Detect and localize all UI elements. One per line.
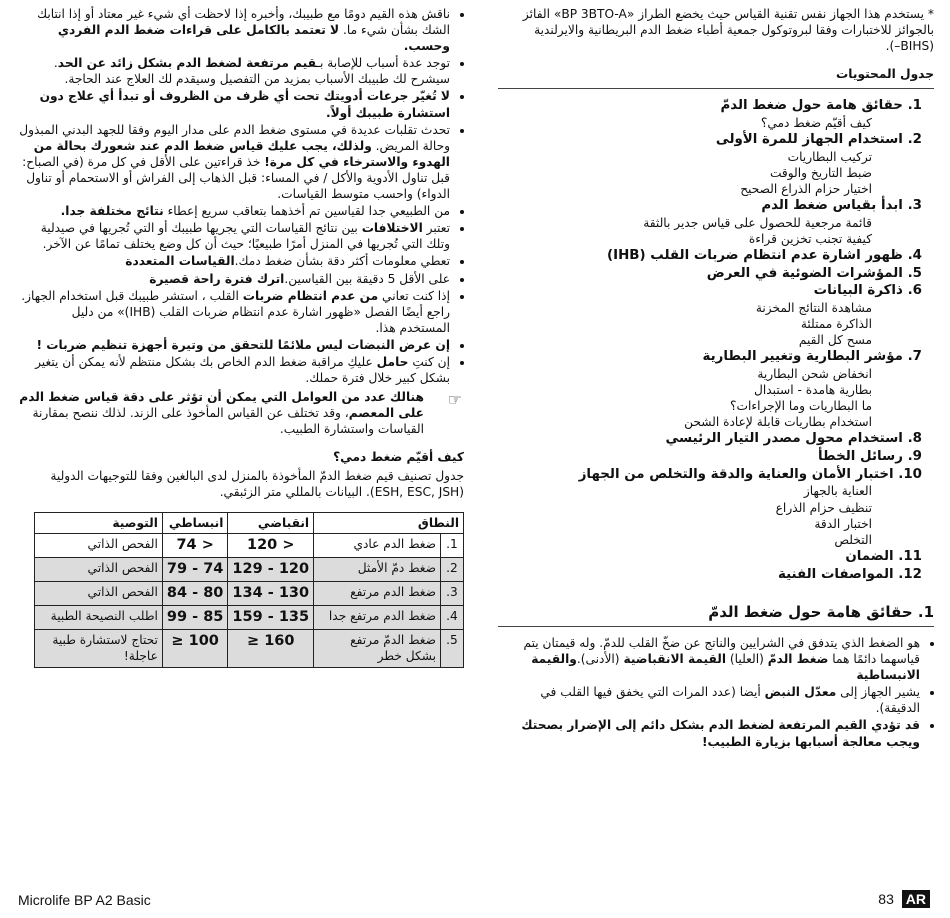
text: تعطي معلومات أكثر دقة بشأن ضغط دمك. [234, 254, 450, 269]
toc-subitem: كيف أقيّم ضغط دمي؟ [760, 116, 872, 131]
bold-text: لا تُغيّر جرعات أدويتك تحت أي ظرف من الظروف أو تبدأ أي علاج دون استشارة طبيبك أولاً. [39, 89, 450, 120]
row-index: 3. [441, 582, 464, 606]
advice-list [18, 6, 464, 386]
list-item [18, 6, 450, 54]
list-item [18, 253, 450, 269]
table-row [35, 582, 464, 606]
subsection-heading: كيف أقيّم ضغط دمي؟ [333, 450, 464, 465]
toc-subitem: العناية بالجهاز [803, 484, 872, 499]
list-item [498, 635, 920, 683]
bold-text: القياسات المتعددة [125, 254, 235, 269]
toc-title-text: حقائق هامة حول ضغط الدمّ [720, 98, 903, 114]
toc-number: 5. [907, 265, 922, 281]
toc-title-text: ابدأ بقياس ضغط الدم [761, 198, 903, 214]
range-cell: ضغط الدم عادي [314, 533, 441, 557]
list-item [18, 288, 450, 336]
text: هو الضغط الذي يتدفق في الشرايين والناتج عن ضخّ القلب للدمّ. وله قيمتان يتم قياسهما دائمًا هما [523, 636, 920, 667]
toc-item [498, 448, 922, 466]
toc-subitem: انخفاض شحن البطارية [757, 367, 872, 382]
page-number: 83 [878, 891, 894, 907]
toc-item [498, 348, 922, 366]
toc-subitem: التخلص [834, 532, 872, 547]
systolic-cell: 120 - 129 [228, 557, 314, 581]
recommendation-cell: تحتاج لاستشارة طبية عاجلة! [35, 630, 163, 667]
table-row [35, 630, 464, 667]
list-item [18, 55, 450, 87]
table-row [35, 557, 464, 581]
row-index: 1. [441, 533, 464, 557]
list-item [18, 203, 450, 219]
toc-number: 12. [898, 566, 922, 582]
th-range: النطاق [314, 512, 464, 533]
text: خذ قراءتين على الأقل في كل مرة (في الصباح: قبل تناول الأدوية والأكل / في المساء: قبل الذهاب إلى الفراش أو الاستحمام أو تناول الدواء) واحسب متوسط القياسات. [22, 154, 450, 202]
toc-item [498, 247, 922, 265]
text: بين نتائج القياسات التي يجريها طبيبك أو التي تُجريها في صيدلية وتلك التي تُجريها في المنزل أمرًا طبيعيًا؛ حيث أن كل وضع يختلف تمامًا عن الآخر. [40, 221, 450, 252]
toc-title-text: المواصفات الفنية [777, 566, 894, 582]
th-systolic: انقباضي [228, 512, 314, 533]
systolic-cell: 160 ≤ [228, 630, 314, 667]
row-index: 2. [441, 557, 464, 581]
recommendation-cell: الفحص الذاتي [35, 557, 163, 581]
toc-number: 11. [898, 548, 922, 564]
table-header-row [35, 512, 464, 533]
toc-item [498, 265, 922, 283]
bold-text: الاختلافات [361, 221, 423, 236]
diastolic-cell: 80 - 84 [162, 582, 228, 606]
toc-number: 10. [898, 466, 922, 482]
bold-text: قد تؤدي القيم المرتفعة لضغط الدم بشكل دائم إلى الإضرار بصحتك ويجب معالجة أسبابها بزيارة الطبيب! [521, 718, 920, 749]
wrist-note [18, 389, 464, 437]
facts-list [498, 635, 934, 750]
text: على الأقل 5 دقيقة بين القياسين. [284, 271, 450, 286]
list-item [18, 220, 450, 252]
table-row [35, 533, 464, 557]
bold-text: لا تعتمد بالكامل على قراءات ضغط الدم الفردي وحسب. [57, 23, 450, 54]
th-recommendation: التوصية [35, 512, 163, 533]
toc-title-text: اختبار الأمان والعناية والدقة والتخلص من الجهاز [578, 466, 894, 482]
recommendation-cell: الفحص الذاتي [35, 533, 163, 557]
toc-number: 4. [907, 248, 922, 263]
toc-item [498, 466, 922, 484]
bold-text: إن عرض النبضات ليس ملائمًا للتحقق من وتيرة أجهزة تنظيم ضربات ! [36, 337, 450, 352]
toc-item [498, 548, 922, 566]
bold-text: ضغط الدمّ [767, 652, 829, 667]
toc-subitem: مسح كل القيم [798, 333, 872, 348]
table-row [35, 606, 464, 630]
text: تعتبر [422, 221, 450, 236]
footer-brand: Microlife BP A2 Basic [18, 892, 151, 908]
diastolic-cell: 85 - 99 [162, 606, 228, 630]
range-cell: ضغط الدمّ مرتفع بشكل خطر [314, 630, 441, 667]
footer-page [878, 890, 930, 908]
recommendation-cell: اطلب النصيحة الطبية [35, 606, 163, 630]
bold-text: معدّل النبض [764, 685, 837, 700]
left-column [18, 6, 464, 668]
recommendation-cell: الفحص الذاتي [35, 582, 163, 606]
list-item [18, 337, 450, 353]
toc-item [498, 282, 922, 300]
text: . سيشرح لك طبيبك الأسباب بمزيد من التفصيل وسيقدم لك العلاج عند الحاجة. [53, 56, 450, 87]
text: يشير الجهاز إلى [836, 685, 920, 700]
intro-note: * يستخدم هذا الجهاز نفس تقنية القياس حيث يخضع الطراز «BP 3BTO-A» الفائز بالجوائز للاختبارات وفقا لبروتوكول جمعية أطباء ضغط الدم البريطانية والايرلندية (BIHS–). [522, 7, 934, 54]
divider [498, 88, 934, 89]
text: إذا كنت تعاني [378, 288, 450, 303]
range-cell: ضغط دمّ الأمثل [314, 557, 441, 581]
toc-subitem: ما البطاريات وما الإجراءات؟ [730, 399, 872, 414]
right-column [498, 6, 934, 751]
toc-title-text: استخدام الجهاز للمرة الأولى [715, 132, 903, 148]
bold-text: والقيمة الانبساطية [531, 652, 920, 683]
bold-text: من عدم انتظام ضربات [242, 288, 379, 303]
diastolic-cell: < 74 [162, 533, 228, 557]
section-heading: 1. حقائق هامة حول ضغط الدمّ [708, 603, 934, 622]
toc-subitem: كيفية تجنب تخزين قراءة [748, 231, 872, 246]
row-index: 4. [441, 606, 464, 630]
toc-subitem: الذاكرة ممتلئة [800, 317, 872, 332]
systolic-cell: < 120 [228, 533, 314, 557]
diastolic-cell: 100 ≤ [162, 630, 228, 667]
row-index: 5. [441, 630, 464, 667]
toc-title-text: مؤشر البطارية وتغيير البطارية [702, 349, 903, 365]
text: توجد عدة أسباب للإصابة بـ [316, 56, 450, 71]
language-badge: AR [902, 890, 930, 908]
toc-item [498, 566, 922, 584]
bp-classification-table [34, 512, 464, 668]
range-cell: ضغط الدم مرتفع [314, 582, 441, 606]
th-diastolic: انبساطي [162, 512, 228, 533]
systolic-cell: 135 - 159 [228, 606, 314, 630]
toc-number: 9. [907, 449, 922, 465]
toc-number: 7. [907, 349, 922, 365]
toc-subitem: تنظيف حزام الذراع [775, 500, 872, 515]
toc-title-text: الضمان [845, 548, 894, 564]
text: عليكِ مراقبة ضغط الدم الخاص بك بشكل منتظم لأنه يمكن أن يتغير بشكل كبير خلال فترة حملك. [35, 354, 450, 386]
toc-subitem: مشاهدة النتائج المخزنة [755, 301, 872, 316]
list-item [18, 122, 450, 202]
list-item [498, 717, 920, 749]
bold-text: حامل [376, 354, 409, 369]
toc-title-text: ظهور اشارة عدم انتظام ضربات القلب (IHB) [606, 248, 903, 263]
bold-text: ولذلك، يجب عليك قياس ضغط الدم عند شعورك بحالة من الهدوء والاسترخاء في كل مرة! [33, 138, 450, 169]
table-of-contents [498, 97, 934, 583]
text: القلب ، استشر طبيبك قبل استخدام الجهاز. راجع أيضًا الفصل «ظهور اشارة عدم انتظام ضربات القلب (IHB)» من دليل المستخدم هذا. [21, 288, 450, 335]
toc-subitem: تركيب البطاريات [787, 149, 872, 164]
bold-text: نتائج مختلفة جدا. [60, 204, 164, 219]
toc-subitem: ضبط التاريخ والوقت [769, 165, 872, 180]
toc-subitem: اختبار الدقة [814, 516, 872, 531]
subsection-text: جدول تصنيف قيم ضغط الدمّ المأخوذة بالمنزل لدى البالغين وفقا للتوجيهات الدولية (ESH, ESC, JSH). البيانات بالمللي متر الزئبقي. [50, 468, 464, 499]
toc-title-text: رسائل الخطأ [818, 449, 903, 465]
range-cell: ضغط الدم مرتفع جدا [314, 606, 441, 630]
text: تحدث تقلبات عديدة في مستوى ضغط الدم على مدار اليوم وفقا للجهد البدني المبذول وحالة المريض. [19, 122, 450, 153]
systolic-cell: 130 - 134 [228, 582, 314, 606]
toc-number: 3. [907, 198, 922, 214]
list-item [18, 88, 450, 120]
toc-number: 6. [907, 283, 922, 299]
list-item [498, 684, 920, 716]
toc-number: 2. [907, 132, 922, 148]
text: إن كنتِ [408, 354, 450, 369]
toc-title-text: المؤشرات الضوئية في العرض [706, 265, 903, 281]
diastolic-cell: 74 - 79 [162, 557, 228, 581]
toc-number: 8. [907, 431, 922, 447]
list-item [18, 271, 450, 287]
text: أيضا (عدد المرات التي يخفق فيها القلب في الدقيقة). [540, 685, 920, 716]
toc-item [498, 197, 922, 215]
text: (الأدنى). [576, 652, 624, 667]
bold-text: اترك فترة راحة قصيرة [149, 271, 285, 286]
text: ناقش هذه القيم دومًا مع طبيبك، وأخبره إذا لاحظت أي شيء غير معتاد أو إذا انتابك الشك بشأن شيء ما. [37, 7, 450, 38]
toc-subitem: استخدام بطاريات قابلة لإعادة الشحن [684, 415, 872, 430]
list-item [18, 354, 450, 386]
toc-item [498, 430, 922, 448]
bold-text: القيمة الانقباضية [623, 652, 727, 667]
note-text: هنالك عدد من العوامل التي يمكن أن تؤثر على دقة قياس ضغط الدم على المعصم، وقد تختلف عن القياس المأخوذ على الزند. لذلك ننصح بمقارنة القياسات واستشارة الطبيب. [19, 390, 424, 437]
text: من الطبيعي جدا لقياسين تم أخذهما بتعاقب سريع إعطاء [163, 204, 450, 219]
toc-subitem: بطارية هامدة - استبدال [754, 383, 872, 398]
toc-subitem: اختيار حزام الذراع الصحيح [740, 182, 872, 197]
toc-item [498, 131, 922, 149]
text: (العليا) [726, 652, 768, 667]
divider [498, 626, 934, 627]
toc-number: 1. [907, 98, 922, 114]
bold-text: قيم مرتفعة لضغط الدم بشكل زائد عن الحد [57, 56, 317, 71]
toc-item [498, 97, 922, 115]
toc-subitem: قائمة مرجعية للحصول على قياس جدير بالثقة [643, 215, 872, 230]
toc-title-text: ذاكرة البيانات [813, 283, 903, 299]
toc-title-text: استخدام محول مصدر التيار الرئيسي [665, 431, 903, 447]
toc-title: جدول المحتويات [836, 67, 934, 82]
pointing-hand-icon: ☞ [447, 390, 462, 410]
